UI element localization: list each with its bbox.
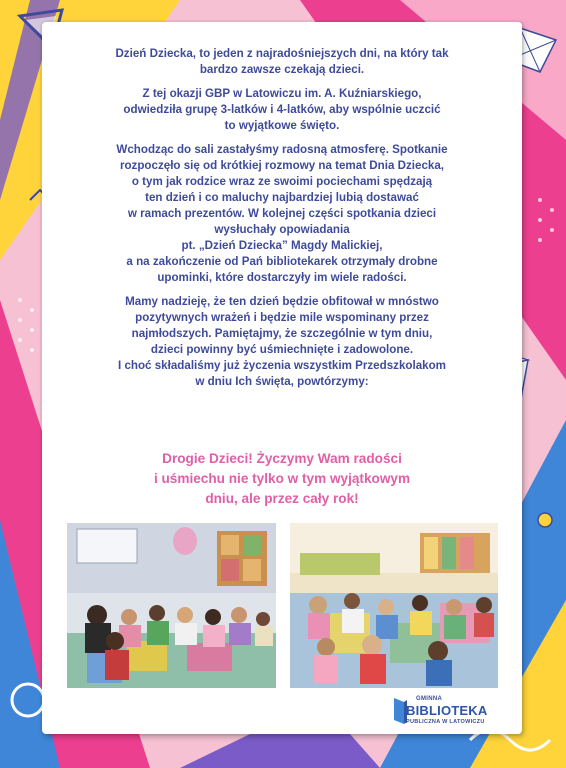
logo-main-text: BIBLIOTEKA: [406, 703, 488, 718]
logo-top-text: GMINNA: [416, 696, 443, 702]
intro-paragraph: Dzień Dziecka, to jeden z najradośniejszych dni, na który tak bardzo zawsze czekają dzieci.: [115, 47, 449, 76]
photo-children-classroom-right: [290, 523, 498, 688]
article-text: [58, 46, 506, 398]
logo-bottom-text: PUBLICZNA W LATOWICZU: [406, 719, 485, 725]
wishes-text: Drogie Dzieci! Życzymy Wam radości i uśmiechu nie tylko w tym wyjątkowym dniu, ale przez cały rok!: [153, 451, 411, 506]
visit-paragraph: Z tej okazji GBP w Latowiczu im. A. Kuźniarskiego, odwiedziła grupę 3-latków i 4-latków, aby wspólnie uczcić to wyjątkowe święto.: [123, 87, 441, 132]
photo-children-classroom-left: [67, 523, 276, 688]
closing-paragraph: Mamy nadzieję, że ten dzień będzie obfitował w mnóstwo pozytywnych wrażeń i będzie mile wspominany przez najmłodszych. Pamiętajmy, że szczególnie w tym dniu, dzieci powinny być uśmiechnięte i zadowolone. I choć składaliśmy już życzenia wszystkim Przedszkolakom w dniu Ich święta, powtórzymy:: [118, 295, 446, 388]
meeting-paragraph: Wchodząc do sali zastałyśmy radosną atmosferę. Spotkanie rozpoczęło się od krótkiej rozmowy na temat Dnia Dziecka, o tym jak rodzice wraz ze swoimi pociechami spędzają ten dzień i co maluchy najbardziej lubią dostawać w ramach prezentów. W kolejnej części spotkania dzieci wysłuchały opowiadania pt. „Dzień Dziecka” Magdy Malickiej, a na zakończenie od Pań bibliotekarek otrzymały drobne upominki, które dostarczyły im wiele radości.: [116, 143, 448, 284]
library-logo: [392, 693, 492, 727]
